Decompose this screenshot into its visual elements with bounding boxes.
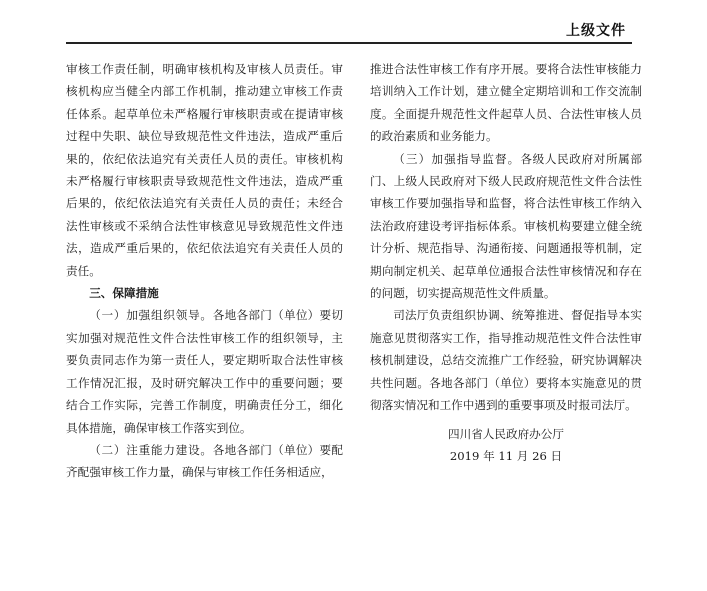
page-header bbox=[66, 18, 632, 44]
signature-block bbox=[370, 423, 642, 468]
right-paragraph-continued: 推进合法性审核工作有序开展。要将合法性审核能力培训纳入工作计划，建立健全定期培训和工作交流制度。全面提升规范性文件起草人员、合法性审核人员的政治素质和业务能力。 bbox=[370, 62, 642, 144]
left-column bbox=[66, 58, 343, 484]
item-1-text: 各地各部门（单位）要切实加强对规范性文件合法性审核工作的组织领导，主要负责同志作为第一责任人，要定期听取合法性审核工作情况汇报，及时研究解决工作中的重要问题；要结合工作实际，完善工作制度，明确责任分工，细化具体措施，确保审核工作落实到位。 bbox=[66, 308, 343, 435]
item-2-text: 各地各部门（单位）要配齐配强审核工作力量，确保与审核工作任务相适应， bbox=[66, 442, 343, 480]
closing-paragraph: 司法厅负责组织协调、统筹推进、督促指导本实施意见贯彻落实工作，指导推动规范性文件合法性审核机制建设，总结交流推广工作经验，研究协调解决共性问题。各地各部门（单位）要将本实施意见的贯彻落实情况和工作中遇到的重要事项及时报司法厅。 bbox=[370, 308, 642, 413]
signature-date: 2019 年 11 月 26 日 bbox=[449, 448, 563, 463]
item-1-paragraph bbox=[66, 304, 343, 438]
item-3-label: （三）加强指导监督。 bbox=[393, 151, 521, 166]
item-2-paragraph bbox=[66, 439, 343, 484]
section-heading-safeguards: 三、保障措施 bbox=[89, 286, 159, 301]
item-2-label: （二）注重能力建设。 bbox=[89, 442, 213, 457]
right-column bbox=[370, 58, 642, 467]
item-1-label: （一）加强组织领导。 bbox=[89, 308, 213, 323]
item-3-paragraph bbox=[370, 148, 642, 305]
left-paragraph-continued: 审核工作责任制，明确审核机构及审核人员责任。审核机构应当健全内部工作机制，推动建立审核工作责任体系。起草单位未严格履行审核职责或在提请审核过程中失职、缺位导致规范性文件违法，造成严重后果的，依纪依法追究有关责任人员的责任。审核机构未严格履行审核职责导致规范性文件违法，造成严重后果的，依纪依法追究有关责任人员的责任；未经合法性审核或不采纳合法性审核意见导致规范性文件违法，造成严重后果的，依纪依法追究有关责任人员的责任。 bbox=[66, 62, 343, 278]
header-title: 上级文件 bbox=[566, 23, 626, 39]
signature-organization: 四川省人民政府办公厅 bbox=[448, 426, 564, 441]
item-3-text: 各级人民政府对所属部门、上级人民政府对下级人民政府规范性文件合法性审核工作要加强指导和监督，将合法性审核工作纳入法治政府建设考评指标体系。审核机构要建立健全统计分析、规范指导、沟通衔接、问题通报等机制，定期向制定机关、起草单位通报合法性审核情况和存在的问题，切实提高规范性文件质量。 bbox=[370, 151, 642, 301]
